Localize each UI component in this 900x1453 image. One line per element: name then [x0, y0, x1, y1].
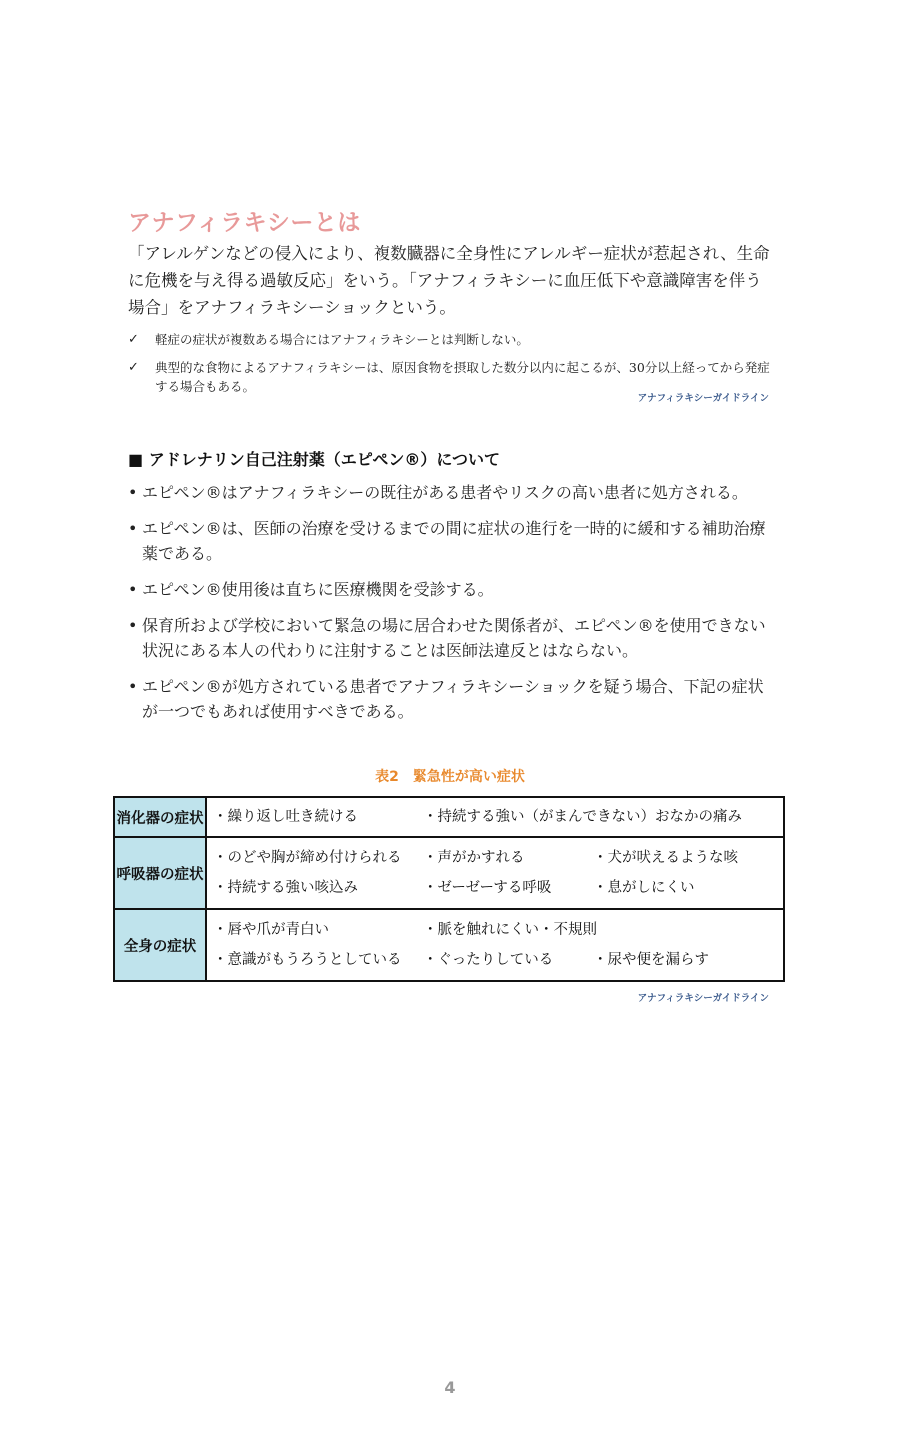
- symptom-item: ・唇や爪が青白い: [213, 922, 329, 938]
- bullet-item: [128, 613, 778, 663]
- table-source-citation: アナフィラキシーガイドライン: [637, 993, 769, 1004]
- symptom-item: ・ゼーゼーする呼吸: [423, 880, 552, 896]
- bullet-text: エピペン®は、医師の治療を受けるまでの間に症状の進行を一時的に緩和する補助治療薬である。: [142, 519, 766, 563]
- table-row: [114, 837, 784, 909]
- bullet-text: エピペン®使用後は直ちに医療機関を受診する。: [142, 580, 494, 599]
- note-text: 軽症の症状が複数ある場合にはアナフィラキシーとは判断しない。: [155, 332, 529, 347]
- bullet-item: [128, 516, 778, 566]
- category-cell: 全身の症状: [114, 909, 206, 981]
- symptom-cell: [206, 797, 784, 837]
- symptom-item: [593, 915, 743, 945]
- urgent-symptoms-table: [113, 796, 785, 982]
- table-title: 表2 緊急性が高い症状: [375, 769, 525, 785]
- note-text: 典型的な食物によるアナフィラキシーは、原因食物を摂取した数分以内に起こるが、30分以上経ってから発症する場合もある。: [155, 360, 770, 394]
- symptom-cell: [206, 837, 784, 909]
- intro-paragraph: 「アレルゲンなどの侵入により、複数臓器に全身性にアレルギー症状が惹起され、生命に危機を与え得る過敏反応」をいう。「アナフィラキシーに血圧低下や意識障害を伴う場合」をアナフィラキシーショックという。: [128, 244, 770, 317]
- symptom-item: ・犬が吠えるような咳: [593, 850, 738, 866]
- note-item: [128, 330, 778, 349]
- bullet-icon: •: [128, 483, 138, 502]
- symptom-grid: [213, 802, 783, 832]
- section-title: アナフィラキシーとは: [128, 210, 361, 236]
- bullet-icon: •: [128, 580, 138, 599]
- category-cell: 消化器の症状: [114, 797, 206, 837]
- symptom-cell: [206, 909, 784, 981]
- bullet-item: [128, 577, 778, 602]
- bullet-text: 保育所および学校において緊急の場に居合わせた関係者が、エピペン®を使用できない状況にある本人の代わりに注射することは医師法違反とはならない。: [142, 616, 766, 660]
- symptom-item: ・尿や便を漏らす: [593, 952, 709, 968]
- symptom-item: ・ぐったりしている: [423, 952, 554, 968]
- symptom-item: ・持続する強い咳込み: [213, 880, 358, 896]
- symptom-item: ・脈を触れにくい・不規則: [423, 922, 597, 938]
- bullet-icon: •: [128, 677, 138, 696]
- bullet-icon: •: [128, 616, 138, 635]
- bullet-item: [128, 480, 778, 505]
- symptom-item: ・意識がもうろうとしている: [213, 952, 402, 968]
- page-number: 4: [444, 1378, 456, 1397]
- symptom-item: ・繰り返し吐き続ける: [213, 809, 358, 825]
- epipen-bullet-list: [128, 480, 778, 735]
- source-citation: アナフィラキシーガイドライン: [637, 393, 769, 404]
- bullet-item: [128, 674, 778, 724]
- symptom-grid: [213, 915, 783, 975]
- symptom-item: ・声がかすれる: [423, 850, 525, 866]
- table-row: [114, 909, 784, 981]
- table-row: [114, 797, 784, 837]
- symptom-item: ・持続する強い（がまんできない）おなかの痛み: [423, 809, 742, 825]
- bullet-text: エピペン®が処方されている患者でアナフィラキシーショックを疑う場合、下記の症状が一つでもあれば使用すべきである。: [142, 677, 764, 721]
- bullet-text: エピペン®はアナフィラキシーの既往がある患者やリスクの高い患者に処方される。: [142, 483, 748, 502]
- check-icon: ✓: [128, 332, 139, 347]
- check-icon: ✓: [128, 360, 139, 375]
- bullet-icon: •: [128, 519, 138, 538]
- category-cell: 呼吸器の症状: [114, 837, 206, 909]
- symptom-grid: [213, 843, 783, 903]
- epipen-heading: ■ アドレナリン自己注射薬（エピペン®）について: [128, 450, 501, 469]
- symptom-item: ・息がしにくい: [593, 880, 695, 896]
- symptom-item: ・のどや胸が締め付けられる: [213, 850, 402, 866]
